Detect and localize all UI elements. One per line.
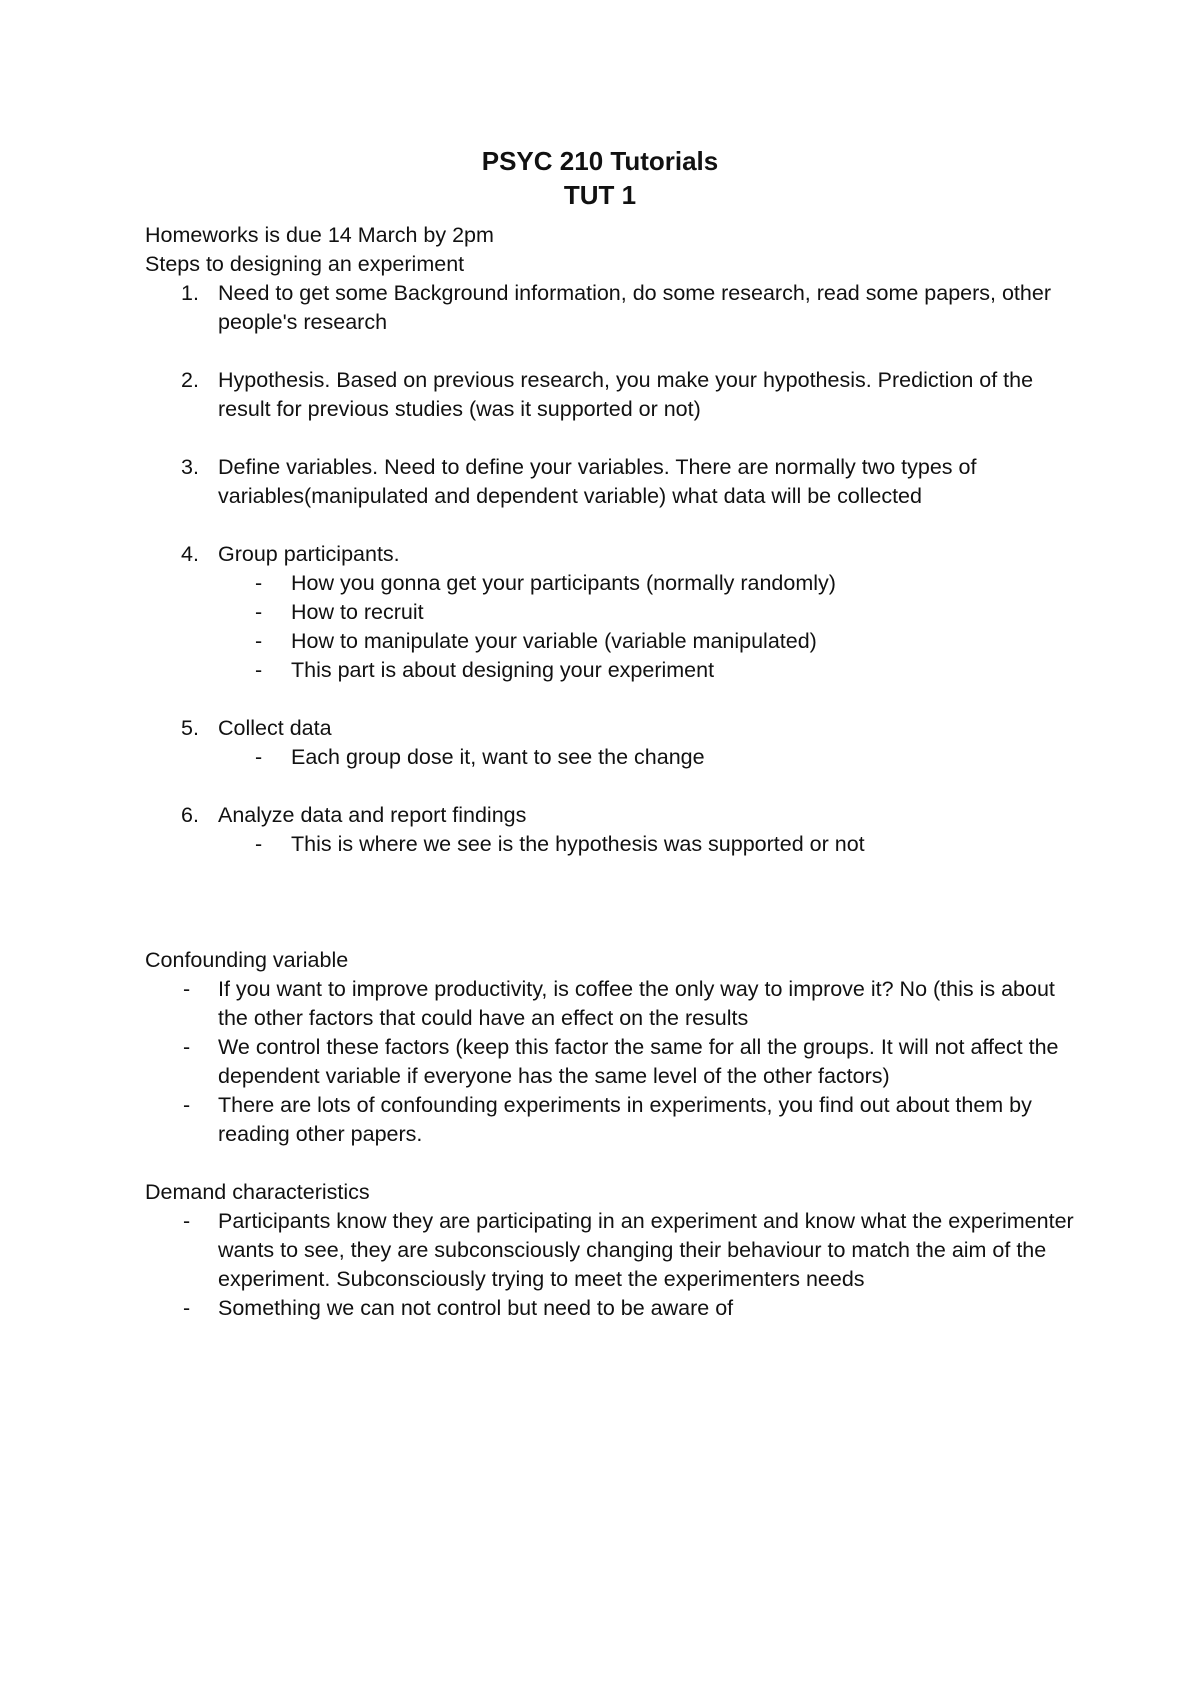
spacer <box>145 772 1075 801</box>
step-item <box>145 801 1075 830</box>
step-item <box>145 540 1075 569</box>
bullet-text: If you want to improve productivity, is coffee the only way to improve it? No (this is about the other factors that could have an effect on the results <box>218 977 1055 1030</box>
sub-bullet <box>145 598 1075 627</box>
sub-bullet <box>145 627 1075 656</box>
due-date-line: Homeworks is due 14 March by 2pm <box>145 223 494 247</box>
sub-bullet <box>145 830 1075 859</box>
bullet-text: There are lots of confounding experiments in experiments, you find out about them by reading other papers. <box>218 1093 1032 1146</box>
step-item <box>145 453 1075 511</box>
sub-bullet-text: How you gonna get your participants (normally randomly) <box>291 571 836 595</box>
sub-bullet-text: How to recruit <box>291 600 424 624</box>
dash-marker: - <box>255 745 263 769</box>
dash-marker: - <box>183 1209 191 1233</box>
spacer <box>145 1149 1075 1178</box>
step-text: Need to get some Background information, do some research, read some papers, other people's research <box>218 281 1051 334</box>
bullet-item <box>145 1294 1075 1323</box>
step-item <box>145 279 1075 337</box>
bullet-text: Participants know they are participating in an experiment and know what the experimenter wants to see, they are subconsciously changing their behaviour to match the aim of the experiment. Subconsciously trying to meet the experimenters needs <box>218 1209 1074 1291</box>
step-text: Define variables. Need to define your variables. There are normally two types of variables(manipulated and dependent variable) what data will be collected <box>218 455 977 508</box>
steps-heading: Steps to designing an experiment <box>145 252 465 276</box>
sub-bullet-text: Each group dose it, want to see the change <box>291 745 705 769</box>
step-item <box>145 366 1075 424</box>
step-text: Collect data <box>218 716 332 740</box>
step-text: Group participants. <box>218 542 400 566</box>
spacer <box>145 859 1075 946</box>
bullet-item <box>145 1207 1075 1294</box>
dash-marker: - <box>255 629 263 653</box>
bullet-item <box>145 1091 1075 1149</box>
dash-marker: - <box>183 977 191 1001</box>
sub-bullet <box>145 743 1075 772</box>
dash-marker: - <box>183 1093 191 1117</box>
step-number: 6. <box>181 803 199 827</box>
step-item <box>145 714 1075 743</box>
sub-bullet <box>145 656 1075 685</box>
step-number: 1. <box>181 281 199 305</box>
step-text: Analyze data and report findings <box>218 803 527 827</box>
bullet-item <box>145 975 1075 1033</box>
dash-marker: - <box>255 658 263 682</box>
page-title: PSYC 210 Tutorials <box>481 146 719 176</box>
sub-bullet <box>145 569 1075 598</box>
dash-marker: - <box>183 1035 191 1059</box>
step-number: 4. <box>181 542 199 566</box>
sub-bullet-text: This part is about designing your experiment <box>291 658 715 682</box>
step-number: 2. <box>181 368 199 392</box>
step-number: 5. <box>181 716 199 740</box>
step-text: Hypothesis. Based on previous research, you make your hypothesis. Prediction of the result for previous studies (was it supported or not) <box>218 368 1034 421</box>
document-content <box>145 145 1075 1323</box>
dash-marker: - <box>183 1296 191 1320</box>
step-number: 3. <box>181 455 199 479</box>
dash-marker: - <box>255 832 263 856</box>
sub-bullet-text: This is where we see is the hypothesis was supported or not <box>291 832 865 856</box>
confounding-heading: Confounding variable <box>145 948 349 972</box>
bullet-text: Something we can not control but need to be aware of <box>218 1296 734 1320</box>
dash-marker: - <box>255 600 263 624</box>
demand-heading: Demand characteristics <box>145 1180 370 1204</box>
bullet-text: We control these factors (keep this factor the same for all the groups. It will not affect the dependent variable if everyone has the same level of the other factors) <box>218 1035 1059 1088</box>
spacer <box>145 685 1075 714</box>
sub-bullet-text: How to manipulate your variable (variable manipulated) <box>291 629 817 653</box>
bullet-item <box>145 1033 1075 1091</box>
dash-marker: - <box>255 571 263 595</box>
page-subtitle: TUT 1 <box>563 180 637 210</box>
